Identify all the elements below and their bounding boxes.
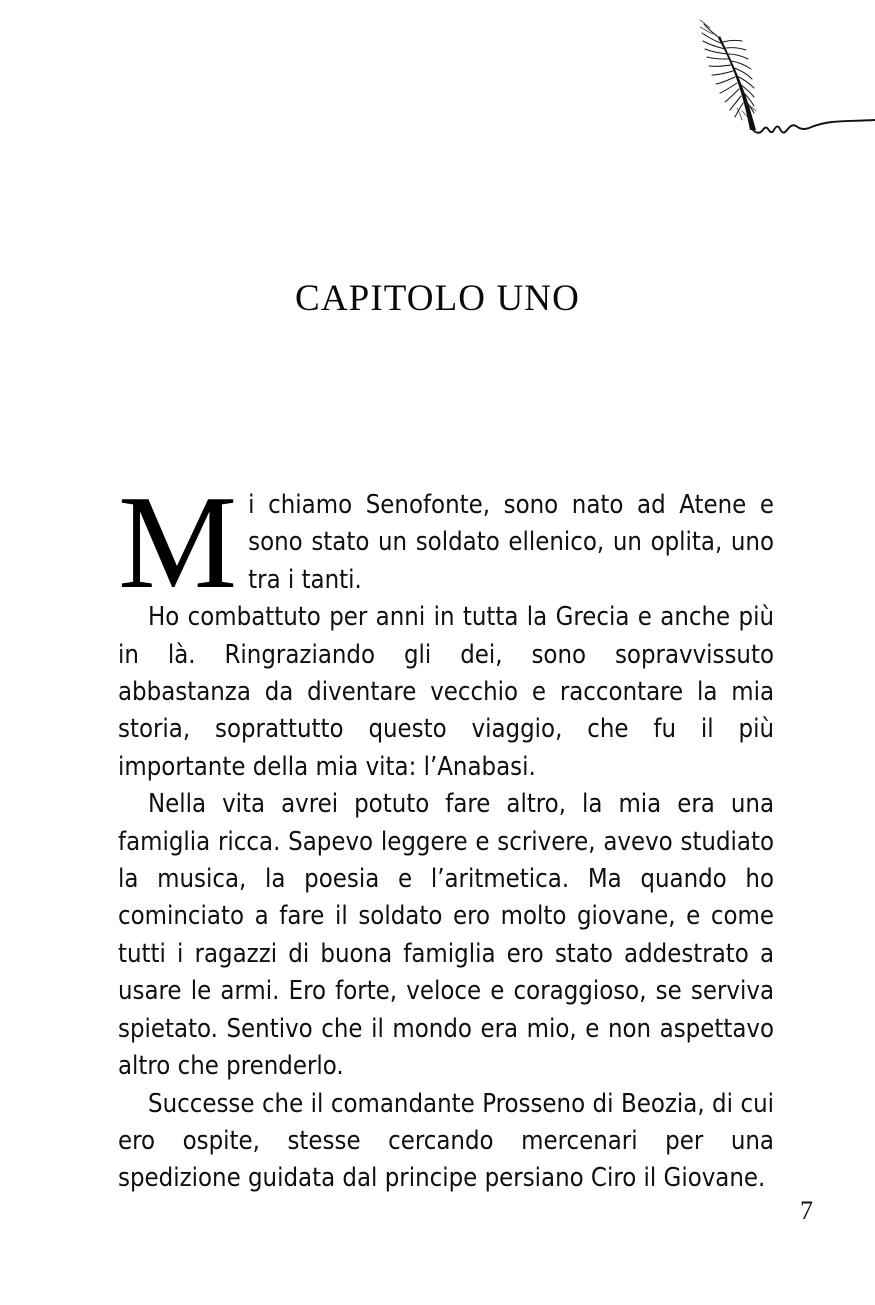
page-title: CAPITOLO UNO <box>295 277 580 319</box>
page-number: 7 <box>800 1196 813 1225</box>
drop-cap: M <box>118 468 238 616</box>
paragraph-2-text: Ho combattuto per anni in tutta la Grecia e anche più in là. Ringraziando gli dei, sono sopravvissuto abbastanza da diventare vecchio e raccontare la mia storia, soprattutto questo viaggio, che fu il più importante della mia vita: l’Anabasi. <box>118 602 774 782</box>
body-text <box>118 468 774 1198</box>
paragraph-3 <box>118 786 774 1085</box>
paragraph-3-text: Nella vita avrei potuto fare altro, la mia era una famiglia ricca. Sapevo leggere e scrivere, avevo studiato la musica, la poesia e l’aritmetica. Ma quando ho cominciato a fare il soldato ero molto giovane, e come tutti i ragazzi di buona famiglia ero stato addestrato a usare le armi. Ero forte, veloce e coraggioso, se serviva spietato. Sentivo che il mondo era mio, e non aspettavo altro che prenderlo. <box>118 789 774 1082</box>
paragraph-2 <box>118 599 774 786</box>
quill-feather-icon <box>690 18 875 138</box>
paragraph-1-text: i chiamo Senofonte, sono nato ad Atene e sono stato un soldato ellenico, un oplita, uno tra i tanti. <box>248 490 774 595</box>
paragraph-4-text: Successe che il comandante Prosseno di Beozia, di cui ero ospite, stesse cercando mercenari per una spedizione guidata dal principe persiano Ciro il Giovane. <box>118 1088 774 1194</box>
paragraph-1 <box>118 468 774 616</box>
paragraph-4 <box>118 1086 774 1198</box>
